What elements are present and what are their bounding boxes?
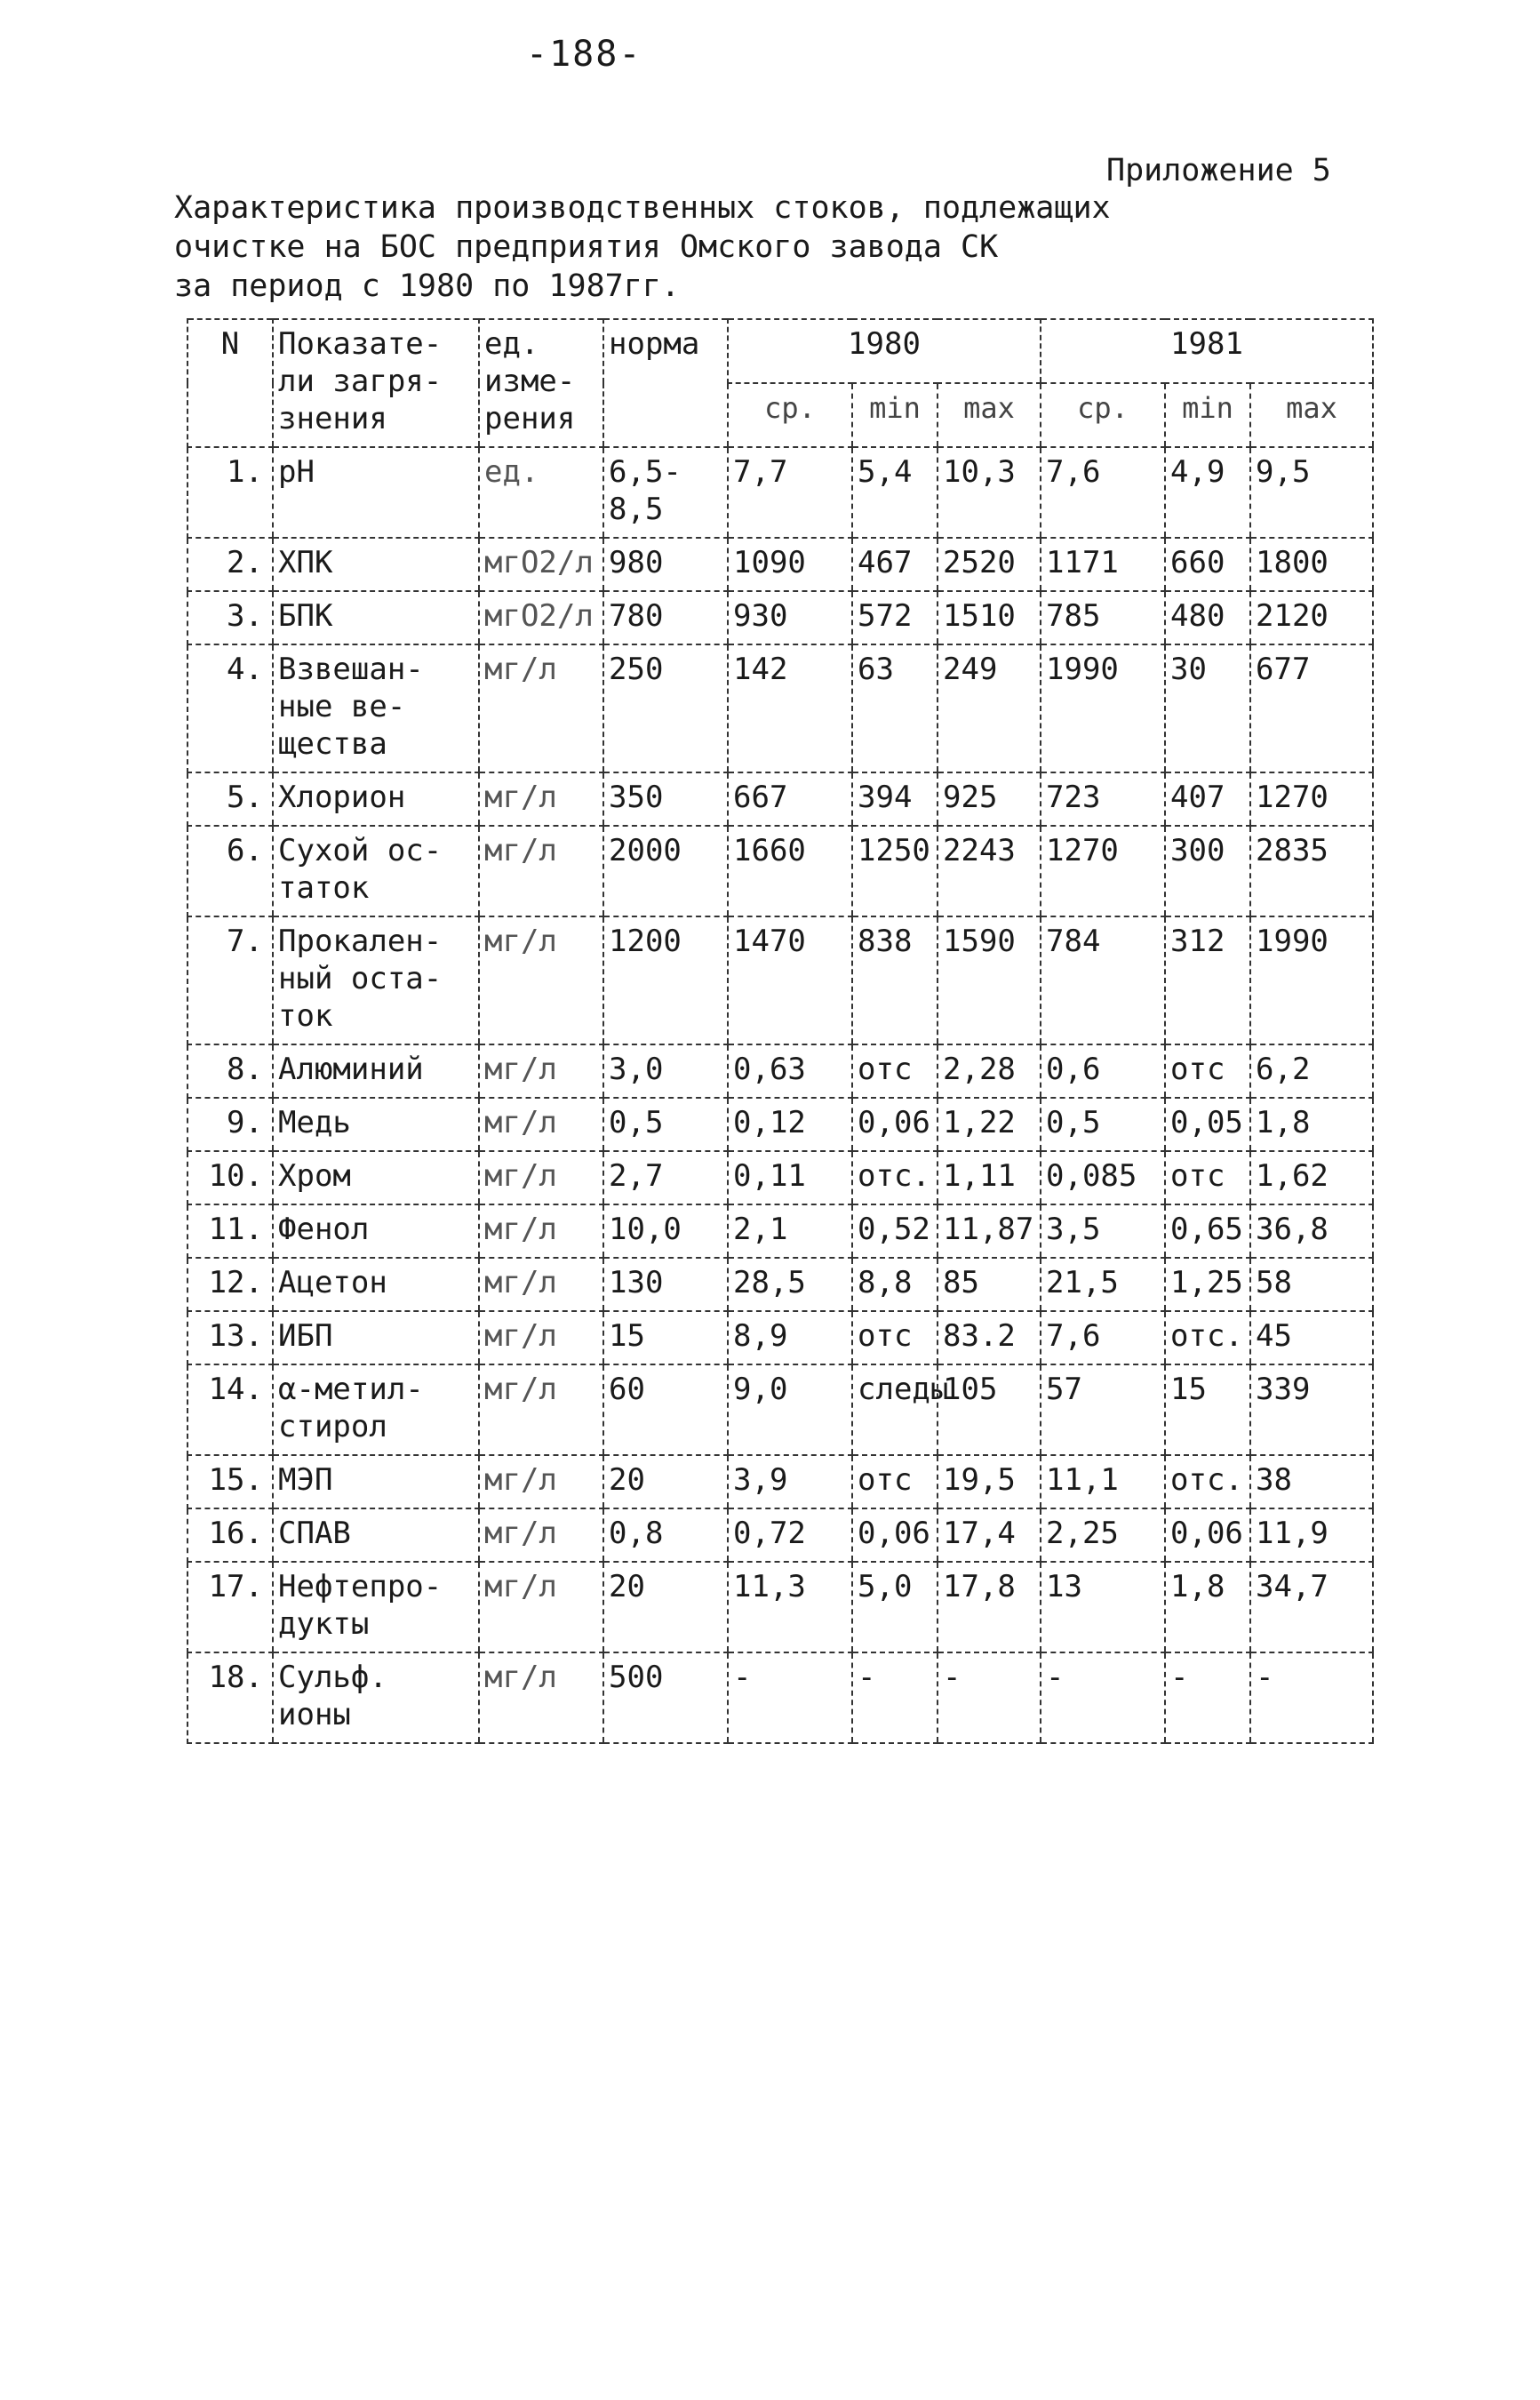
row-avg-1981: 0,085 [1041,1151,1165,1204]
document-title: Характеристика производственных стоков, подлежащих очистке на БОС предприятия Омского завода СК за период с 1980 по 1987гг. [174,190,1111,304]
row-number: 14. [188,1364,273,1455]
data-table-container [187,318,1372,1744]
row-indicator: Прокален- ный оста- ток [273,916,479,1044]
row-min-1981: 30 [1165,644,1250,772]
row-avg-1980: 142 [728,644,852,772]
row-avg-1981: 7,6 [1041,1311,1165,1364]
row-unit: мг/л [479,1652,603,1743]
row-min-1980: отс [852,1455,938,1508]
row-min-1981: 0,65 [1165,1204,1250,1258]
header-max-1981: max [1250,383,1373,447]
row-avg-1980: 3,9 [728,1455,852,1508]
row-number: 2. [188,538,273,591]
row-min-1980: 63 [852,644,938,772]
row-max-1981: 58 [1250,1258,1373,1311]
row-max-1980: 2,28 [938,1044,1041,1098]
row-min-1981: 1,25 [1165,1258,1250,1311]
row-avg-1980: 667 [728,772,852,826]
row-avg-1981: 1270 [1041,826,1165,916]
row-avg-1980: 2,1 [728,1204,852,1258]
row-norm: 15 [603,1311,728,1364]
row-avg-1980: 0,11 [728,1151,852,1204]
header-year-1980: 1980 [728,319,1041,383]
row-norm: 60 [603,1364,728,1455]
pollutants-table [187,318,1374,1744]
row-max-1980: 10,3 [938,447,1041,538]
table-row [188,1455,1373,1508]
row-avg-1981: 723 [1041,772,1165,826]
row-min-1980: 0,06 [852,1098,938,1151]
row-number: 15. [188,1455,273,1508]
row-unit: мг/л [479,826,603,916]
row-norm: 350 [603,772,728,826]
row-unit: мг/л [479,1508,603,1562]
row-max-1981: 1270 [1250,772,1373,826]
row-indicator: Фенол [273,1204,479,1258]
row-min-1980: 5,4 [852,447,938,538]
table-row [188,916,1373,1044]
row-number: 6. [188,826,273,916]
row-min-1980: 0,52 [852,1204,938,1258]
row-number: 4. [188,644,273,772]
row-min-1981: 312 [1165,916,1250,1044]
row-min-1981: 1,8 [1165,1562,1250,1652]
row-min-1981: 0,05 [1165,1098,1250,1151]
row-unit: мг/л [479,1258,603,1311]
row-min-1980: 572 [852,591,938,644]
header-min-1980: min [852,383,938,447]
row-number: 1. [188,447,273,538]
row-min-1981: - [1165,1652,1250,1743]
row-avg-1981: 0,5 [1041,1098,1165,1151]
row-max-1981: 1990 [1250,916,1373,1044]
row-avg-1980: 28,5 [728,1258,852,1311]
row-min-1980: 394 [852,772,938,826]
row-max-1980: 2520 [938,538,1041,591]
appendix-label: Приложение 5 [1106,153,1331,188]
row-avg-1981: 57 [1041,1364,1165,1455]
row-avg-1981: 11,1 [1041,1455,1165,1508]
row-indicator: Ацетон [273,1258,479,1311]
row-avg-1980: 9,0 [728,1364,852,1455]
row-norm: 10,0 [603,1204,728,1258]
row-number: 11. [188,1204,273,1258]
row-max-1980: 925 [938,772,1041,826]
row-avg-1981: 784 [1041,916,1165,1044]
row-number: 5. [188,772,273,826]
row-max-1981: 2120 [1250,591,1373,644]
row-min-1981: 15 [1165,1364,1250,1455]
table-row [188,644,1373,772]
row-avg-1980: 0,63 [728,1044,852,1098]
row-avg-1980: - [728,1652,852,1743]
row-avg-1980: 1660 [728,826,852,916]
row-min-1981: отс. [1165,1311,1250,1364]
row-max-1980: 1,22 [938,1098,1041,1151]
row-min-1981: 0,06 [1165,1508,1250,1562]
row-max-1980: 85 [938,1258,1041,1311]
row-min-1980: 838 [852,916,938,1044]
row-number: 16. [188,1508,273,1562]
row-number: 10. [188,1151,273,1204]
row-number: 12. [188,1258,273,1311]
table-row [188,772,1373,826]
row-max-1980: 83.2 [938,1311,1041,1364]
table-body [188,447,1373,1743]
row-avg-1980: 930 [728,591,852,644]
row-max-1980: - [938,1652,1041,1743]
row-avg-1981: 0,6 [1041,1044,1165,1098]
row-max-1981: 1,62 [1250,1151,1373,1204]
row-unit: мг/л [479,1455,603,1508]
row-avg-1981: 785 [1041,591,1165,644]
row-norm: 1200 [603,916,728,1044]
row-avg-1981: 1990 [1041,644,1165,772]
row-norm: 0,5 [603,1098,728,1151]
row-unit: мг/л [479,1311,603,1364]
row-norm: 20 [603,1562,728,1652]
row-unit: мгО2/л [479,591,603,644]
row-max-1981: 45 [1250,1311,1373,1364]
row-max-1981: 677 [1250,644,1373,772]
row-avg-1981: 13 [1041,1562,1165,1652]
header-indicator: Показате- ли загря- знения [273,319,479,447]
row-min-1981: 660 [1165,538,1250,591]
row-norm: 980 [603,538,728,591]
row-number: 8. [188,1044,273,1098]
row-unit: мг/л [479,772,603,826]
row-number: 17. [188,1562,273,1652]
row-indicator: СПАВ [273,1508,479,1562]
row-unit: мг/л [479,1151,603,1204]
row-indicator: Сухой ос- таток [273,826,479,916]
table-row [188,1204,1373,1258]
header-n: N [188,319,273,447]
row-indicator: Сульф. ионы [273,1652,479,1743]
table-row [188,1364,1373,1455]
header-min-1981: min [1165,383,1250,447]
header-max-1980: max [938,383,1041,447]
row-max-1980: 1,11 [938,1151,1041,1204]
row-indicator: pH [273,447,479,538]
row-number: 18. [188,1652,273,1743]
row-max-1980: 17,4 [938,1508,1041,1562]
table-row [188,1311,1373,1364]
row-max-1980: 105 [938,1364,1041,1455]
row-norm: 250 [603,644,728,772]
row-unit: мг/л [479,1044,603,1098]
row-max-1981: 36,8 [1250,1204,1373,1258]
row-min-1980: - [852,1652,938,1743]
row-avg-1980: 7,7 [728,447,852,538]
row-min-1980: отс [852,1311,938,1364]
row-min-1981: 480 [1165,591,1250,644]
row-max-1981: 1,8 [1250,1098,1373,1151]
row-number: 13. [188,1311,273,1364]
row-avg-1980: 11,3 [728,1562,852,1652]
table-row [188,1652,1373,1743]
row-unit: мг/л [479,1562,603,1652]
row-avg-1980: 1470 [728,916,852,1044]
row-min-1980: отс. [852,1151,938,1204]
row-norm: 2000 [603,826,728,916]
row-indicator: ИБП [273,1311,479,1364]
row-indicator: Нефтепро- дукты [273,1562,479,1652]
row-indicator: МЭП [273,1455,479,1508]
row-max-1981: - [1250,1652,1373,1743]
row-norm: 780 [603,591,728,644]
row-unit: мг/л [479,1204,603,1258]
row-min-1981: 407 [1165,772,1250,826]
row-max-1980: 11,87 [938,1204,1041,1258]
row-max-1980: 19,5 [938,1455,1041,1508]
row-max-1980: 249 [938,644,1041,772]
row-max-1981: 38 [1250,1455,1373,1508]
row-max-1981: 11,9 [1250,1508,1373,1562]
row-max-1981: 1800 [1250,538,1373,591]
row-norm: 2,7 [603,1151,728,1204]
header-avg-1980: ср. [728,383,852,447]
row-indicator: α-метил- стирол [273,1364,479,1455]
row-norm: 500 [603,1652,728,1743]
row-unit: мгО2/л [479,538,603,591]
row-norm: 3,0 [603,1044,728,1098]
row-max-1981: 339 [1250,1364,1373,1455]
page-number: -188- [526,34,642,75]
table-row [188,538,1373,591]
row-min-1980: отс [852,1044,938,1098]
row-max-1981: 9,5 [1250,447,1373,538]
row-min-1981: 4,9 [1165,447,1250,538]
row-avg-1980: 0,72 [728,1508,852,1562]
row-avg-1980: 1090 [728,538,852,591]
table-row [188,1151,1373,1204]
row-avg-1981: 2,25 [1041,1508,1165,1562]
header-unit: ед. изме- рения [479,319,603,447]
row-indicator: Хром [273,1151,479,1204]
row-unit: мг/л [479,916,603,1044]
row-norm: 20 [603,1455,728,1508]
row-min-1980: 467 [852,538,938,591]
row-avg-1981: 21,5 [1041,1258,1165,1311]
row-min-1980: 5,0 [852,1562,938,1652]
row-max-1980: 2243 [938,826,1041,916]
row-avg-1981: 3,5 [1041,1204,1165,1258]
row-avg-1981: 7,6 [1041,447,1165,538]
table-row [188,1508,1373,1562]
row-max-1980: 17,8 [938,1562,1041,1652]
header-year-1981: 1981 [1041,319,1373,383]
header-norm: норма [603,319,728,447]
row-number: 9. [188,1098,273,1151]
table-row [188,1044,1373,1098]
row-min-1981: отс. [1165,1455,1250,1508]
row-unit: ед. [479,447,603,538]
row-avg-1980: 8,9 [728,1311,852,1364]
row-min-1981: отс [1165,1044,1250,1098]
row-min-1981: 300 [1165,826,1250,916]
row-avg-1980: 0,12 [728,1098,852,1151]
row-avg-1981: 1171 [1041,538,1165,591]
row-norm: 0,8 [603,1508,728,1562]
row-norm: 130 [603,1258,728,1311]
row-number: 3. [188,591,273,644]
row-avg-1981: - [1041,1652,1165,1743]
row-min-1981: отс [1165,1151,1250,1204]
table-row [188,1258,1373,1311]
table-row [188,826,1373,916]
table-row [188,591,1373,644]
row-indicator: Взвешан- ные ве- щества [273,644,479,772]
row-number: 7. [188,916,273,1044]
row-max-1980: 1510 [938,591,1041,644]
header-avg-1981: ср. [1041,383,1165,447]
row-unit: мг/л [479,1098,603,1151]
row-max-1980: 1590 [938,916,1041,1044]
row-unit: мг/л [479,1364,603,1455]
row-norm: 6,5- 8,5 [603,447,728,538]
row-min-1980: 0,06 [852,1508,938,1562]
row-indicator: ХПК [273,538,479,591]
row-max-1981: 34,7 [1250,1562,1373,1652]
row-indicator: БПК [273,591,479,644]
row-min-1980: 1250 [852,826,938,916]
table-row [188,447,1373,538]
row-unit: мг/л [479,644,603,772]
row-indicator: Алюминий [273,1044,479,1098]
row-max-1981: 6,2 [1250,1044,1373,1098]
table-row [188,1098,1373,1151]
row-max-1981: 2835 [1250,826,1373,916]
row-min-1980: 8,8 [852,1258,938,1311]
row-min-1980: следы [852,1364,938,1455]
row-indicator: Медь [273,1098,479,1151]
table-row [188,1562,1373,1652]
row-indicator: Хлорион [273,772,479,826]
